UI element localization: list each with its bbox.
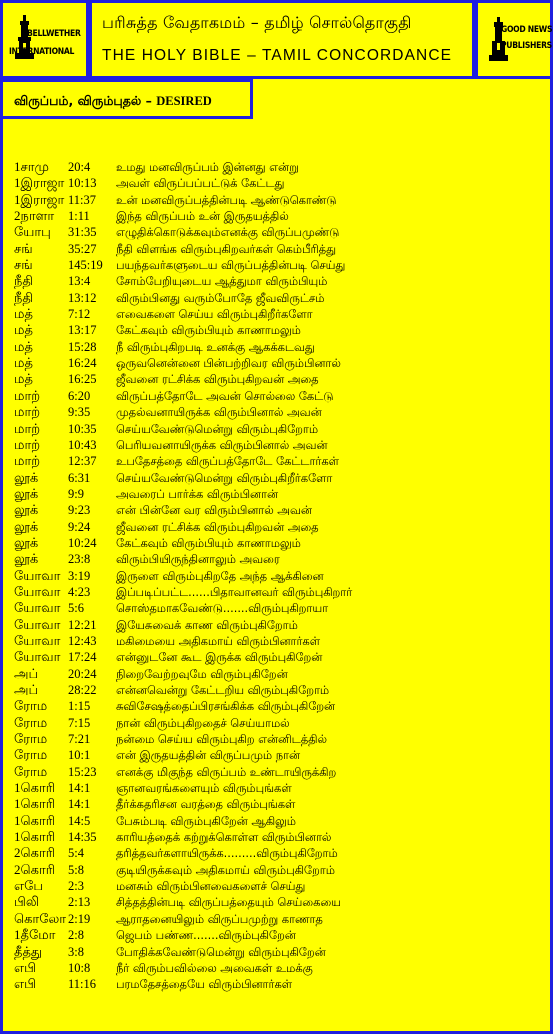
verse-row <box>14 911 544 927</box>
verse-reference: 10:24 <box>68 535 97 550</box>
verse-row <box>14 355 544 371</box>
verse-reference: 12:43 <box>68 633 97 648</box>
verse-reference: 10:43 <box>68 437 97 452</box>
verse-book: லூக் <box>14 518 39 534</box>
verse-text: செய்யவேண்டுமென்று விரும்புகிறோம் <box>116 421 319 436</box>
verse-reference: 5:8 <box>68 862 84 877</box>
verse-text: ஜீவனை ரட்சிக்க விரும்புகிறவன் அதை <box>116 372 319 387</box>
verse-row <box>14 878 544 894</box>
verse-reference: 1:15 <box>68 699 91 714</box>
verse-reference: 16:25 <box>68 372 97 387</box>
verse-book: ரோம <box>14 763 48 779</box>
verse-reference: 5:4 <box>68 846 84 861</box>
verse-list <box>14 159 544 993</box>
verse-reference: 9:24 <box>68 519 91 534</box>
verse-row <box>14 960 544 976</box>
topic-tamil: விருப்பம், விரும்புதல் <box>14 93 142 108</box>
verse-book: பிலி <box>14 894 40 910</box>
publisher-logo-left <box>0 0 89 79</box>
verse-row <box>14 747 544 763</box>
verse-row <box>14 862 544 878</box>
verse-book: கொலோ <box>14 910 67 926</box>
verse-row <box>14 796 544 812</box>
verse-text: முதல்வனாயிருக்க விரும்பினால் அவன் <box>116 405 322 420</box>
verse-row <box>14 322 544 338</box>
verse-book: யோவா <box>14 632 61 648</box>
verse-text: நான் விரும்புகிறதைச் செய்யாமல் <box>116 715 290 730</box>
verse-row <box>14 437 544 453</box>
verse-reference: 15:28 <box>68 339 97 354</box>
verse-reference: 10:1 <box>68 748 91 763</box>
verse-reference: 20:4 <box>68 160 91 174</box>
verse-row <box>14 486 544 502</box>
verse-reference: 20:24 <box>68 666 97 681</box>
publisher-logo-right <box>475 0 553 79</box>
verse-text: செய்யவேண்டுமென்று விரும்புகிறீர்களோ <box>116 470 333 485</box>
verse-book: லூக் <box>14 534 39 550</box>
verse-row <box>14 600 544 616</box>
verse-row <box>14 633 544 649</box>
verse-book: மாற் <box>14 404 41 420</box>
verse-book: எபி <box>14 959 37 975</box>
verse-reference: 16:24 <box>68 356 97 371</box>
verse-row <box>14 273 544 289</box>
logo-left-line1: BELLWETHER <box>27 29 81 39</box>
verse-book: எபே <box>14 878 44 894</box>
verse-reference: 17:24 <box>68 650 97 665</box>
verse-reference: 11:37 <box>68 192 97 207</box>
verse-text: போதிக்கவேண்டுமென்று விரும்புகிறேன் <box>116 944 326 959</box>
verse-row <box>14 551 544 567</box>
verse-reference: 10:13 <box>68 176 97 191</box>
verse-book: 1கொரி <box>14 780 56 796</box>
verse-book: 1கொரி <box>14 812 56 828</box>
verse-text: எவைகளை செய்ய விரும்புகிறீர்களோ <box>116 307 313 322</box>
verse-text: கேட்கவும் விரும்பியும் காணாமலும் <box>116 323 301 338</box>
verse-text: விரும்பியிருந்தினாலும் அவரை <box>116 552 280 567</box>
verse-reference: 12:37 <box>68 454 97 469</box>
topic-english: DESIRED <box>156 94 212 108</box>
verse-reference: 14:5 <box>68 813 91 828</box>
verse-reference: 3:8 <box>68 944 84 959</box>
verse-book: மத் <box>14 322 33 338</box>
verse-text: பேசும்படி விரும்புகிறேன் ஆகிலும் <box>116 813 296 828</box>
verse-book: 1கொரி <box>14 829 56 845</box>
verse-row <box>14 568 544 584</box>
verse-text: இப்படிப்பட்ட......பிதாவானவர் விரும்புகிறார் <box>116 584 353 599</box>
verse-book: மத் <box>14 306 33 322</box>
verse-book: அப் <box>14 665 39 681</box>
verse-row <box>14 208 544 224</box>
verse-text: அவரைப் பார்க்க விரும்பினான் <box>116 486 279 501</box>
verse-row <box>14 470 544 486</box>
verse-text: நீர் விரும்பவில்லை அவைகள் உமக்கு <box>116 960 313 975</box>
verse-row <box>14 371 544 387</box>
verse-row <box>14 649 544 665</box>
verse-row <box>14 764 544 780</box>
verse-reference: 14:1 <box>68 781 91 796</box>
verse-reference: 11:16 <box>68 977 97 992</box>
verse-text: பரமதேசத்தையே விரும்பினார்கள் <box>116 977 293 992</box>
verse-row <box>14 241 544 257</box>
verse-row <box>14 617 544 633</box>
verse-book: நீதி <box>14 289 33 305</box>
verse-reference: 6:31 <box>68 470 91 485</box>
verse-text: எனக்கு மிகுந்த விருப்பம் உண்டாயிருக்கிற <box>116 764 337 779</box>
logo-right-line2: PUBLISHERS <box>501 41 552 51</box>
verse-text: விருப்பத்தோடே அவன் சொல்லை கேட்டு <box>116 388 334 403</box>
verse-text: உபதேசத்தை விருப்பத்தோடே கேட்டார்கள் <box>116 454 339 469</box>
verse-reference: 14:35 <box>68 830 97 845</box>
verse-text: உன் மனவிருப்பத்தின்படி ஆண்டுகொண்டு <box>116 192 337 207</box>
verse-reference: 10:8 <box>68 960 91 975</box>
verse-reference: 145:19 <box>68 258 103 273</box>
topic-separator: – <box>141 93 157 108</box>
verse-book: லூக் <box>14 469 39 485</box>
verse-book: ரோம <box>14 698 48 714</box>
verse-row <box>14 944 544 960</box>
verse-text: நிறைவேற்றவுமே விரும்புகிறேன் <box>116 666 288 681</box>
verse-row <box>14 388 544 404</box>
verse-book: சங் <box>14 240 33 256</box>
verse-row <box>14 535 544 551</box>
verse-row <box>14 306 544 322</box>
verse-text: ஜீவனை ரட்சிக்க விரும்புகிறவன் அதை <box>116 519 319 534</box>
verse-reference: 1:11 <box>68 209 90 224</box>
verse-book: சங் <box>14 257 33 273</box>
verse-text: நீ விரும்புகிறபடி உனக்கு ஆகக்கடவது <box>116 339 315 354</box>
verse-reference: 28:22 <box>68 683 97 697</box>
verse-text: இயேசுவைக் காண விரும்புகிறோம் <box>116 617 298 632</box>
verse-row <box>14 584 544 600</box>
verse-book: 2கொரி <box>14 845 56 861</box>
verse-book: யோபு <box>14 224 51 240</box>
verse-row <box>14 519 544 535</box>
verse-book: ரோம <box>14 731 48 747</box>
verse-reference: 2:3 <box>68 879 84 894</box>
verse-reference: 15:23 <box>68 764 97 779</box>
verse-book: 1தீமோ <box>14 927 56 943</box>
verse-text: ஆராதனையிலும் விருப்பமுற்று காணாத <box>116 911 323 926</box>
verse-row <box>14 404 544 420</box>
verse-reference: 10:35 <box>68 421 97 436</box>
verse-row <box>14 666 544 682</box>
topic-box <box>0 79 253 119</box>
verse-reference: 5:6 <box>68 601 84 616</box>
verse-text: ஜெபம் பண்ண.......விரும்புகிறேன் <box>116 928 296 943</box>
verse-text: பெரியவனாயிருக்க விரும்பினால் அவன் <box>116 437 328 452</box>
verse-row <box>14 813 544 829</box>
topic-heading <box>14 93 212 110</box>
verse-reference: 14:1 <box>68 797 91 812</box>
verse-book: யோவா <box>14 649 61 665</box>
verse-row <box>14 829 544 845</box>
verse-reference: 7:15 <box>68 715 91 730</box>
verse-book: மத் <box>14 371 33 387</box>
verse-text: சோம்பேறியுடைய ஆத்துமா விரும்பியும் <box>116 274 328 289</box>
verse-book: லூக் <box>14 502 39 518</box>
verse-book: மாற் <box>14 436 41 452</box>
verse-row <box>14 845 544 861</box>
verse-book: ரோம <box>14 747 48 763</box>
verse-book: லூக் <box>14 485 39 501</box>
title-banner <box>89 0 475 79</box>
verse-text: எழுதிக்கொடுக்கவும்எனக்கு விருப்பமுண்டு <box>116 225 340 240</box>
verse-book: மத் <box>14 338 33 354</box>
verse-reference: 7:21 <box>68 732 91 747</box>
verse-book: மாற் <box>14 420 41 436</box>
verse-book: மாற் <box>14 453 41 469</box>
verse-row <box>14 192 544 208</box>
logo-left-line2: INTERNATIONAL <box>9 47 75 57</box>
verse-text: காரியத்தைக் கற்றுக்கொள்ள விரும்பினால் <box>116 830 332 845</box>
verse-book: தீத்து <box>14 943 43 959</box>
verse-reference: 35:27 <box>68 241 97 256</box>
verse-reference: 6:20 <box>68 388 91 403</box>
verse-book: 2கொரி <box>14 861 56 877</box>
verse-reference: 2:8 <box>68 928 84 943</box>
verse-book: யோவா <box>14 567 61 583</box>
verse-row <box>14 780 544 796</box>
verse-row <box>14 290 544 306</box>
verse-reference: 9:35 <box>68 405 91 420</box>
verse-text: தரித்தவர்களாயிருக்க.........விரும்புகிறோம் <box>116 846 338 861</box>
verse-book: ரோம <box>14 714 48 730</box>
verse-row <box>14 339 544 355</box>
verse-book: யோவா <box>14 616 61 632</box>
verse-book: லூக் <box>14 551 39 567</box>
verse-book: யோவா <box>14 583 61 599</box>
verse-reference: 9:23 <box>68 503 91 518</box>
verse-text: விரும்பினது வரும்போதே ஜீவவிருட்சம் <box>116 290 325 305</box>
verse-row <box>14 421 544 437</box>
verse-book: 1சாமு <box>14 159 49 174</box>
verse-reference: 23:8 <box>68 552 91 567</box>
verse-text: ஞானவரங்களையும் விரும்புங்கள் <box>116 781 292 796</box>
verse-row <box>14 715 544 731</box>
verse-text: என் பின்னே வர விரும்பினால் அவன் <box>116 503 312 518</box>
verse-text: பயந்தவர்களுடைய விருப்பத்தின்படி செய்து <box>116 258 346 273</box>
verse-text: மனசும் விரும்பினவைகளைச் செய்து <box>116 879 306 894</box>
verse-text: தீர்க்கதரிசன வரத்தை விரும்புங்கள் <box>116 797 296 812</box>
verse-reference: 2:13 <box>68 895 91 910</box>
verse-row <box>14 894 544 910</box>
verse-text: சுவிசேஷத்தைப்பிரசங்கிக்க விரும்புகிறேன் <box>116 699 336 714</box>
verse-text: குடியிருக்கவும் அதிகமாய் விரும்புகிறோம் <box>116 862 335 877</box>
verse-book: 1இராஜா <box>14 175 65 191</box>
verse-book: மாற் <box>14 387 41 403</box>
verse-row <box>14 502 544 518</box>
verse-text: கேட்கவும் விரும்பியும் காணாமலும் <box>116 535 301 550</box>
verse-text: ஒருவனென்னை பின்பற்றிவர விரும்பினால் <box>116 356 341 371</box>
verse-reference: 31:35 <box>68 225 97 240</box>
verse-book: மத் <box>14 355 33 371</box>
verse-row <box>14 698 544 714</box>
verse-reference: 7:12 <box>68 307 91 322</box>
verse-text: நன்மை செய்ய விரும்புகிற என்னிடத்தில் <box>116 732 327 747</box>
verse-text: என்னவென்று கேட்டறிய விரும்புகிறோம் <box>116 683 330 697</box>
verse-text: இந்த விருப்பம் உன் இருதயத்தில் <box>116 209 289 224</box>
verse-text: மகிமையை அதிகமாய் விரும்பினார்கள் <box>116 633 320 648</box>
lamp-tower-icon <box>488 17 510 63</box>
verse-book: அப் <box>14 682 39 697</box>
verse-text: இருளை விரும்புகிறதே அந்த ஆக்கினை <box>116 568 324 583</box>
verse-reference: 3:19 <box>68 568 91 583</box>
verse-reference: 4:23 <box>68 584 91 599</box>
verse-row <box>14 976 544 992</box>
verse-text: சித்தத்தின்படி விருப்பத்தையும் செய்கையை <box>116 895 341 910</box>
verse-book: நீதி <box>14 273 33 289</box>
verse-reference: 9:9 <box>68 486 84 501</box>
verse-row <box>14 731 544 747</box>
verse-reference: 13:17 <box>68 323 97 338</box>
verse-row <box>14 175 544 191</box>
title-english: THE HOLY BIBLE – TAMIL CONCORDANCE <box>102 47 453 64</box>
verse-book: எபி <box>14 976 37 992</box>
verse-text: உமது மனவிருப்பம் இன்னது என்று <box>116 160 299 174</box>
verse-book: 1கொரி <box>14 796 56 812</box>
verse-book: 2நாளா <box>14 208 55 224</box>
verse-row <box>14 224 544 240</box>
verse-text: என் இருதயத்தின் விருப்பமும் நான் <box>116 748 301 763</box>
title-tamil: பரிசுத்த வேதாகமம் – தமிழ் சொல்தொகுதி <box>102 13 412 32</box>
verse-reference: 13:4 <box>68 274 91 289</box>
verse-text: நீதி விளங்க விரும்புகிறவர்கள் கெம்பீரித்து <box>116 241 336 256</box>
verse-reference: 13:12 <box>68 290 97 305</box>
verse-row <box>14 159 544 175</box>
verse-row <box>14 257 544 273</box>
verse-book: 1இராஜா <box>14 191 65 207</box>
verse-reference: 12:21 <box>68 617 97 632</box>
verse-book: யோவா <box>14 600 61 616</box>
logo-right-line1: GOOD NEWS <box>501 25 553 35</box>
verse-text: அவள் விருப்பப்பட்டுக் கேட்டது <box>116 176 285 191</box>
verse-row <box>14 453 544 469</box>
verse-row <box>14 927 544 943</box>
verse-row <box>14 682 544 698</box>
verse-reference: 2:19 <box>68 911 91 926</box>
verse-text: சொஸ்தமாகவேண்டு.......விரும்புகிறாயா <box>116 601 329 616</box>
verse-text: என்னுடனே கூட இருக்க விரும்புகிறேன் <box>116 650 323 665</box>
